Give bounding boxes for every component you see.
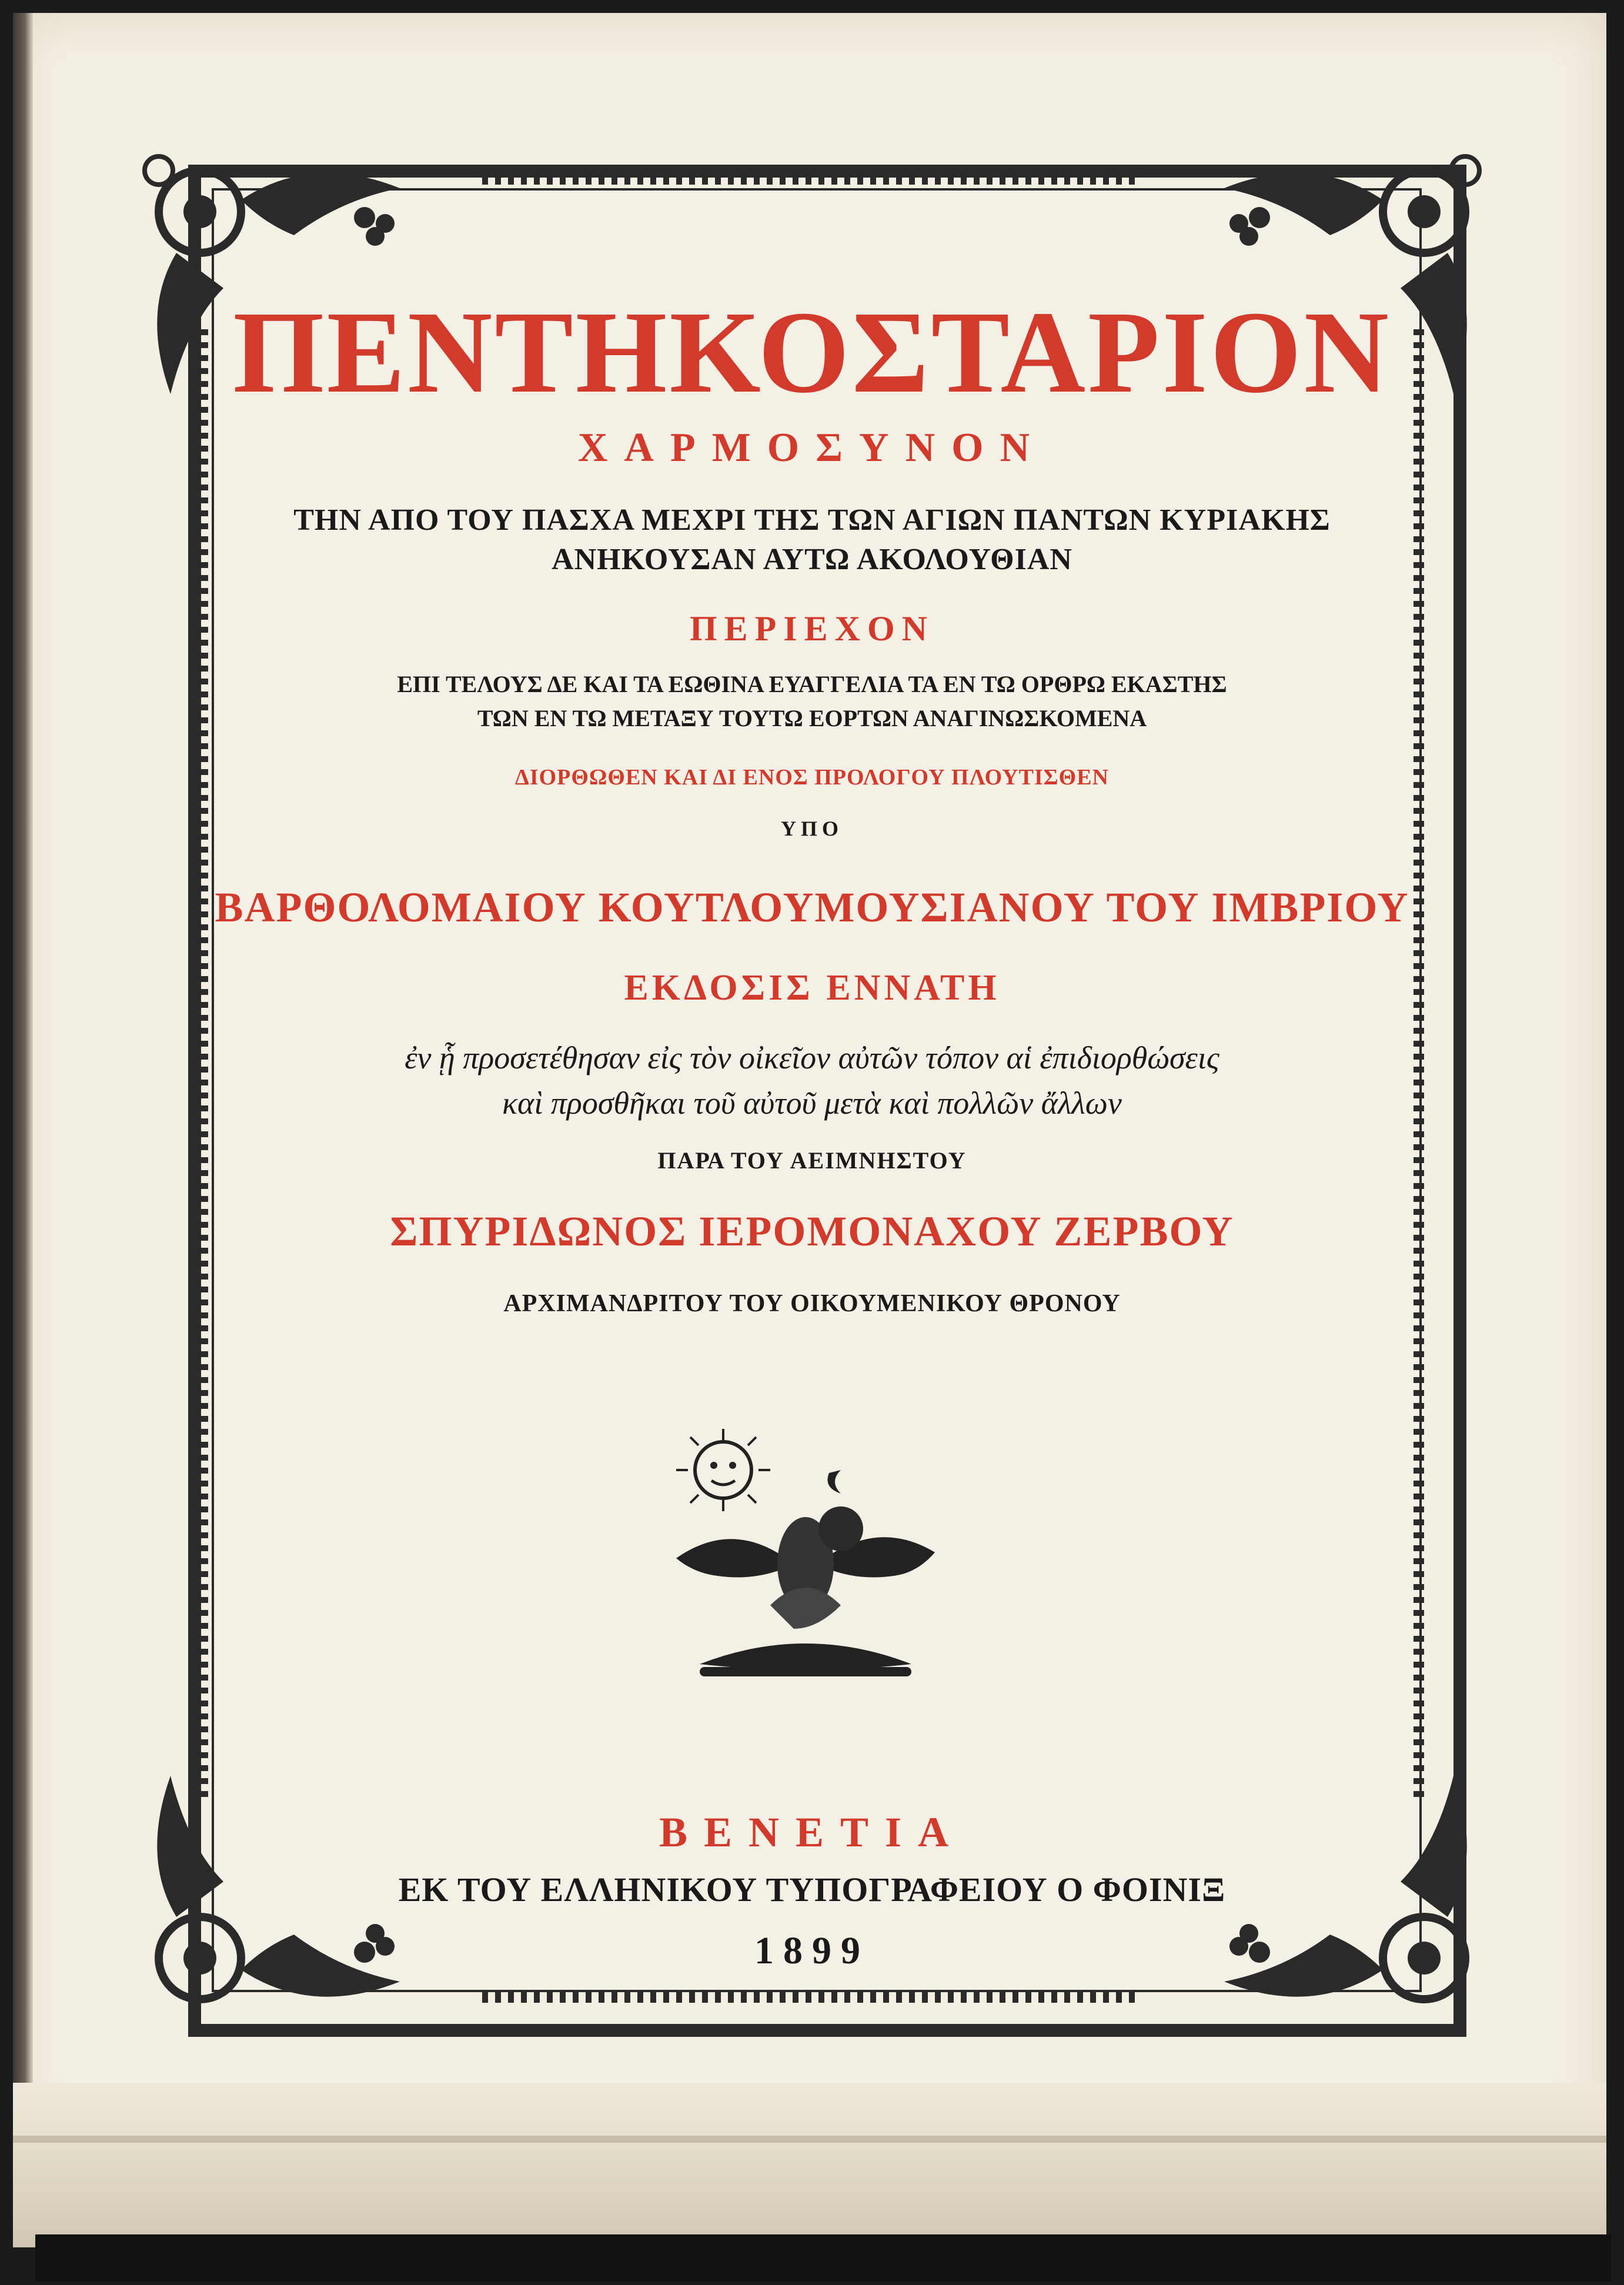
publication-year: 1899: [754, 1929, 870, 1972]
phoenix-sun-emblem-icon: [664, 1429, 947, 1688]
printer-line: ΕΚ ΤΟΥ ΕΛΛΗΝΙΚΟΥ ΤΥΠΟΓΡΑΦΕΙΟΥ Ο ΦΟΙΝΙΞ: [398, 1870, 1226, 1909]
book-cover-edge: [35, 2234, 1611, 2281]
italic-line-1: ἐν ᾗ προσετέθησαν εἰς τὸν οἰκεῖον αὐτῶν τόπον αἱ ἐπιδιορθώσεις: [405, 1040, 1219, 1075]
top-chain-border: [482, 174, 1141, 185]
editor-title: ΑΡΧΙΜΑΝΔΡΙΤΟΥ ΤΟΥ ΟΙΚΟΥΜΕΝΙΚΟΥ ΘΡΟΝΟΥ: [503, 1290, 1121, 1317]
para-line: ΠΑΡΑ ΤΟΥ ΑΕΙΜΝΗΣΤΟΥ: [657, 1147, 967, 1174]
book-title: ΠΕΝΤΗΚΟΣΤΑΡΙΟΝ: [232, 288, 1392, 417]
book-subtitle: ΧΑΡΜΟΣΥΝΟΝ: [577, 425, 1047, 470]
editor-name: ΣΠΥΡΙΔΩΝΟΣ ΙΕΡΟΜΟΝΑΧΟΥ ΖΕΡΒΟΥ: [390, 1208, 1234, 1255]
contents-line-1: ΤΗΝ ΑΠΟ ΤΟΥ ΠΑΣΧΑ ΜΕΧΡΙ ΤΗΣ ΤΩΝ ΑΓΙΩΝ ΠΑΝΤΩΝ ΚΥΡΙΑΚΗΣ: [293, 503, 1331, 537]
corrected-line: ΔΙΟΡΘΩΘΕΝ ΚΑΙ ΔΙ ΕΝΟΣ ΠΡΟΛΟΓΟΥ ΠΛΟΥΤΙΣΘΕΝ: [515, 765, 1109, 790]
contents-line-2: ΑΝΗΚΟΥΣΑΝ ΑΥΤΩ ΑΚΟΛΟΥΘΙΑΝ: [552, 543, 1072, 576]
author-name: ΒΑΡΘΟΛΟΜΑΙΟΥ ΚΟΥΤΛΟΥΜΟΥΣΙΑΝΟΥ ΤΟΥ ΙΜΒΡΙΟΥ: [215, 884, 1409, 931]
bottom-chain-border: [482, 1992, 1141, 2003]
city-name: ΒΕΝΕΤΙΑ: [659, 1809, 965, 1856]
ypo-line: ΥΠΟ: [780, 817, 843, 840]
page-fold-line: [13, 2136, 1606, 2143]
periexon-heading: ΠΕΡΙΕΧΟΝ: [689, 609, 935, 648]
italic-line-2: καὶ προσθῆκαι τοῦ αὐτοῦ μετὰ καὶ πολλῶν ἄλλων: [502, 1085, 1122, 1121]
edition-line: ΕΚΔΟΣΙΣ ΕΝΝΑΤΗ: [624, 968, 1000, 1008]
page-bottom-edge: [13, 2083, 1606, 2247]
gospels-line-2: ΤΩΝ ΕΝ ΤΩ ΜΕΤΑΞΥ ΤΟΥΤΩ ΕΟΡΤΩΝ ΑΝΑΓΙΝΩΣΚΟΜΕΝΑ: [477, 705, 1147, 731]
gospels-line-1: ΕΠΙ ΤΕΛΟΥΣ ΔΕ ΚΑΙ ΤΑ ΕΩΘΙΝΑ ΕΥΑΓΓΕΛΙΑ ΤΑ ΕΝ ΤΩ ΟΡΘΡΩ ΕΚΑΣΤΗΣ: [397, 671, 1227, 697]
